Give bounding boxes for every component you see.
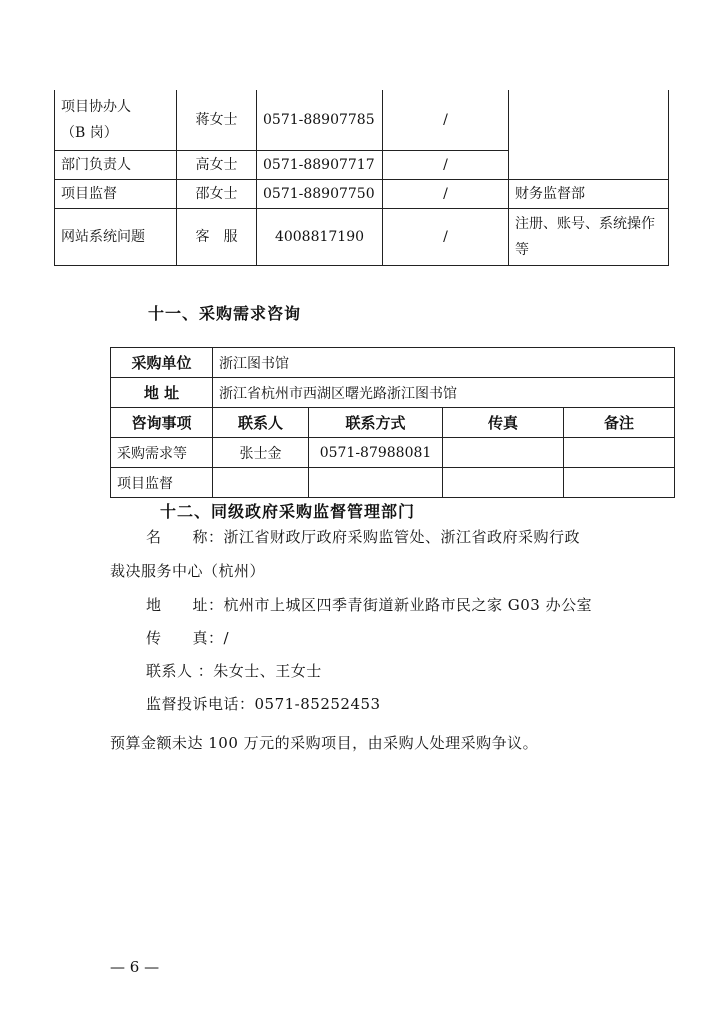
table-row (55, 180, 669, 209)
contact-cell: 张士金 (213, 438, 309, 468)
table-row (111, 378, 675, 408)
header-item: 咨询事项 (111, 408, 213, 438)
phone-cell: 0571-88907750 (257, 180, 383, 209)
phone-cell: 4008817190 (257, 209, 383, 266)
note-cell (509, 90, 669, 180)
address-label: 地 址 (111, 378, 213, 408)
role-cell: 项目协办人 （B 岗） (55, 90, 177, 151)
dispute-note: 预算金额未达 100 万元的采购项目，由采购人处理采购争议。 (110, 734, 539, 752)
unit-value: 浙江图书馆 (213, 348, 675, 378)
note-cell: 注册、账号、系统操作等 (509, 209, 669, 266)
header-note: 备注 (564, 408, 675, 438)
role-cell: 项目监督 (55, 180, 177, 209)
supervisor-address: 地 址：杭州市上城区四季青街道新业路市民之家 G03 办公室 (146, 596, 593, 614)
contact-cell (213, 468, 309, 498)
header-contact: 联系人 (213, 408, 309, 438)
table-row (111, 468, 675, 498)
fax-cell: / (383, 209, 509, 266)
note-cell (564, 438, 675, 468)
phone-cell: 0571-87988081 (309, 438, 443, 468)
phone-cell: 0571-88907785 (257, 90, 383, 151)
fax-cell: / (383, 90, 509, 151)
unit-label: 采购单位 (111, 348, 213, 378)
note-cell: 财务监督部 (509, 180, 669, 209)
name-cell: 客 服 (177, 209, 257, 266)
procurement-consult-table (110, 347, 675, 498)
table-row (55, 90, 669, 151)
role-cell: 部门负责人 (55, 151, 177, 180)
contact-table-continued (54, 90, 669, 266)
page-number: — 6 — (110, 958, 160, 976)
supervisor-name-line1: 名 称：浙江省财政厅政府采购监管处、浙江省政府采购行政 (146, 528, 581, 546)
name-cell: 邵女士 (177, 180, 257, 209)
header-fax: 传真 (443, 408, 564, 438)
section-12-heading: 十二、同级政府采购监督管理部门 (160, 502, 416, 521)
fax-cell: / (383, 180, 509, 209)
supervisor-contact: 联系人 ：朱女士、王女士 (146, 662, 322, 680)
fax-cell: / (383, 151, 509, 180)
fax-cell (443, 468, 564, 498)
phone-cell (309, 468, 443, 498)
header-phone: 联系方式 (309, 408, 443, 438)
supervisor-hotline: 监督投诉电话：0571-85252453 (146, 695, 381, 713)
supervisor-fax: 传 真：/ (146, 629, 230, 647)
name-cell: 高女士 (177, 151, 257, 180)
item-cell: 项目监督 (111, 468, 213, 498)
item-cell: 采购需求等 (111, 438, 213, 468)
address-value: 浙江省杭州市西湖区曙光路浙江图书馆 (213, 378, 675, 408)
phone-cell: 0571-88907717 (257, 151, 383, 180)
note-cell (564, 468, 675, 498)
table-row (111, 438, 675, 468)
supervisor-name-line2: 裁决服务中心（杭州） (110, 562, 266, 580)
table-header-row (111, 408, 675, 438)
role-cell: 网站系统问题 (55, 209, 177, 266)
table-row (111, 348, 675, 378)
section-11-heading: 十一、采购需求咨询 (148, 304, 302, 323)
name-cell: 蒋女士 (177, 90, 257, 151)
table-row (55, 209, 669, 266)
fax-cell (443, 438, 564, 468)
